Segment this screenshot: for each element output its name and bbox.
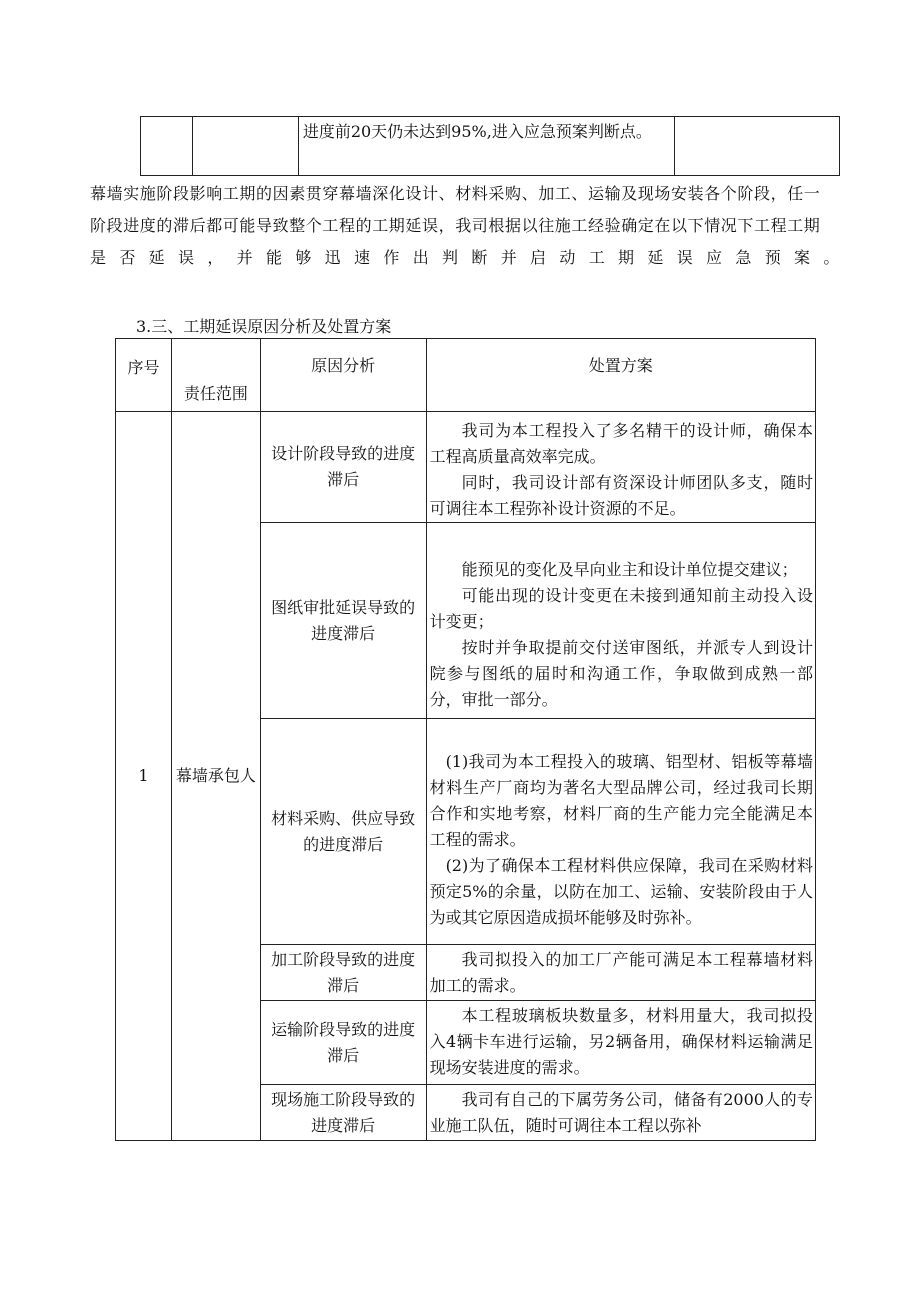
table-row bbox=[141, 117, 840, 176]
delay-analysis-table bbox=[115, 338, 816, 1141]
paragraph-line-2: 阶段进度的滞后都可能导致整个工程的工期延误，我司根据以往施工经验确定在以下情况下工程工期 bbox=[90, 216, 821, 235]
plan-paragraph: 本工程玻璃板块数量多，材料用量大，我司拟投入4辆卡车进行运输，另2辆备用，确保材料运输满足现场安装进度的需求。 bbox=[429, 1006, 813, 1077]
plan-paragraph: 我司为本工程投入了多名精干的设计师，确保本工程高质量高效率完成。 bbox=[429, 421, 813, 466]
plan-cell bbox=[426, 1085, 815, 1141]
plan-paragraph: 按时并争取提前交付送审图纸，并派专人到设计院参与图纸的届时和沟通工作，争取做到成熟一部分，审批一部分。 bbox=[429, 638, 813, 709]
cause-cell: 设计阶段导致的进度滞后 bbox=[260, 412, 426, 523]
table-cell-empty bbox=[675, 117, 840, 176]
cause-cell: 图纸审批延误导致的进度滞后 bbox=[260, 523, 426, 719]
seq-cell: 1 bbox=[116, 412, 172, 1141]
header-cause: 原因分析 bbox=[260, 339, 426, 412]
cause-cell: 现场施工阶段导致的进度滞后 bbox=[260, 1085, 426, 1141]
cause-cell: 加工阶段导致的进度滞后 bbox=[260, 945, 426, 1001]
table-row bbox=[116, 412, 816, 523]
plan-cell bbox=[426, 1001, 815, 1085]
plan-paragraph: (1)我司为本工程投入的玻璃、铝型材、铝板等幕墙材料生产厂商均为著名大型品牌公司，经过我司长期合作和实地考察，材料厂商的生产能力完全能满足本工程的需求。 bbox=[429, 752, 813, 849]
plan-cell bbox=[426, 945, 815, 1001]
responsibility-cell: 幕墙承包人 bbox=[171, 412, 260, 1141]
table-cell-text: 进度前20天仍未达到95%,进入应急预案判断点。 bbox=[298, 117, 674, 176]
header-seq: 序号 bbox=[116, 339, 172, 412]
table-cell-empty bbox=[141, 117, 193, 176]
cause-cell: 运输阶段导致的进度滞后 bbox=[260, 1001, 426, 1085]
plan-paragraph: 同时，我司设计部有资深设计师团队多支，随时可调往本工程弥补设计资源的不足。 bbox=[429, 473, 813, 518]
section-title: 3.三、工期延误原因分析及处置方案 bbox=[136, 317, 392, 336]
plan-cell bbox=[426, 523, 815, 719]
table-header-row bbox=[116, 339, 816, 412]
header-plan: 处置方案 bbox=[426, 339, 815, 412]
paragraph-line-1: 幕墙实施阶段影响工期的因素贯穿幕墙深化设计、材料采购、加工、运输及现场安装各个阶段，任一 bbox=[90, 184, 821, 203]
cause-cell: 材料采购、供应导致的进度滞后 bbox=[260, 719, 426, 945]
plan-cell bbox=[426, 719, 815, 945]
paragraph-line-3: 是否延误，并能够迅速作出判断并启动工期延误应急预案。 bbox=[90, 248, 840, 267]
header-responsibility: 责任范围 bbox=[171, 339, 260, 412]
plan-paragraph: 可能出现的设计变更在未接到通知前主动投入设计变更； bbox=[429, 586, 813, 631]
plan-paragraph: 能预见的变化及早向业主和设计单位提交建议； bbox=[461, 560, 798, 579]
plan-paragraph: (2)为了确保本工程材料供应保障，我司在采购材料预定5%的余量，以防在加工、运输、安装阶段由于人为或其它原因造成损坏能够及时弥补。 bbox=[429, 856, 813, 927]
plan-paragraph: 我司有自己的下属劳务公司，储备有2000人的专业施工队伍，随时可调往本工程以弥补 bbox=[429, 1090, 813, 1135]
previous-table-fragment bbox=[140, 116, 840, 176]
table-cell-empty bbox=[193, 117, 299, 176]
plan-paragraph: 我司拟投入的加工厂产能可满足本工程幕墙材料加工的需求。 bbox=[429, 950, 813, 995]
plan-cell bbox=[426, 412, 815, 523]
